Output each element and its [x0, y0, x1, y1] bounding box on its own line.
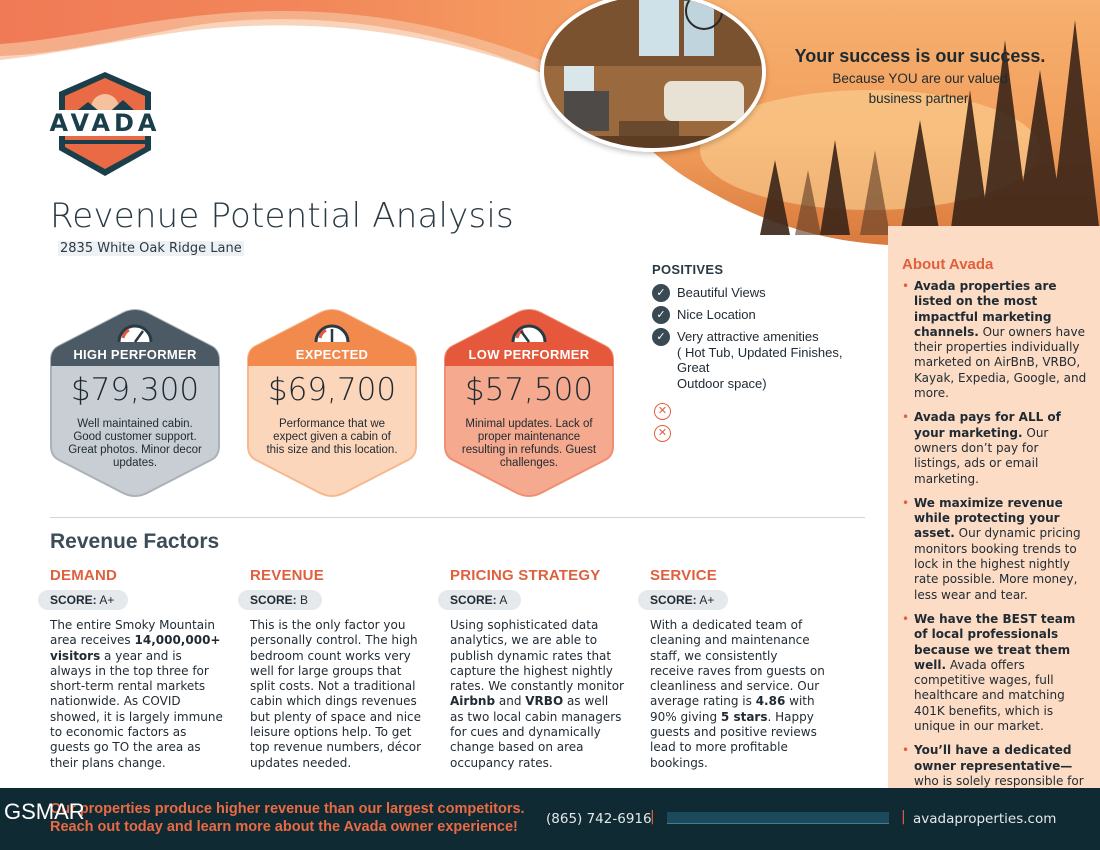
factor-demand	[50, 567, 225, 771]
positives-title: POSITIVES	[652, 262, 724, 277]
score-badge: SCORE: A	[438, 590, 521, 610]
footer	[0, 788, 1100, 850]
positive-text: ( Hot Tub, Updated Finishes, Great	[677, 344, 843, 375]
property-address: 2835 White Oak Ridge Lane	[60, 241, 242, 256]
about-avada-panel	[888, 226, 1100, 788]
score-badge: SCORE: B	[238, 590, 322, 610]
gauge-icon	[312, 320, 352, 344]
high-performer-card	[49, 308, 221, 498]
factor-name: SERVICE	[650, 567, 717, 584]
about-item: • We have the BEST team of local professionals because we treat them well. Avada offers competitive wages, full healthcare and matching 401K benefits, which is unique in our market.	[902, 612, 1088, 734]
about-list	[902, 279, 1088, 805]
footer-cta-line1: Our properties produce higher revenue than our largest competitors.	[50, 801, 525, 817]
performer-value: $79,300	[70, 372, 200, 408]
factor-pricing-strategy	[450, 567, 625, 771]
x-circle-icon: ✕	[654, 425, 671, 442]
factor-name: REVENUE	[250, 567, 324, 584]
website-link[interactable]: avadaproperties.com	[913, 811, 1057, 827]
positive-text-multiline	[677, 329, 877, 391]
separator: |	[650, 809, 655, 825]
score-badge: SCORE: A+	[638, 590, 728, 610]
factor-body: This is the only factor you personally control. The high bedroom count works very well for large groups that split costs. Not a traditional cabin which dings revenues but plenty of space and nice leisure options help. To get top revenue numbers, décor updates needed.	[250, 618, 422, 770]
positive-item	[652, 307, 756, 324]
performer-value: $69,700	[267, 372, 397, 408]
performer-label: LOW PERFORMER	[468, 347, 590, 362]
slogan-line2: business partner.	[868, 91, 972, 106]
logo-text: AVADA	[43, 110, 167, 136]
slogan-line1: Because YOU are our valued	[832, 71, 1008, 86]
phone-number[interactable]: (865) 742-6916	[546, 811, 652, 827]
low-performer-card	[443, 308, 615, 498]
performer-value: $57,500	[464, 372, 594, 408]
footer-cta-line2: Reach out today and learn more about the Avada owner experience!	[50, 819, 518, 835]
gauge-icon	[509, 320, 549, 344]
factor-body: The entire Smoky Mountain area receives 14,000,000+ visitors a year and is always in the top three for short-term rental markets nationwide. As COVID showed, it is largely immune to economic factors as guests go TO the area as their plans change.	[50, 618, 223, 770]
slogan-headline: Your success is our success.	[794, 46, 1046, 66]
x-circle-icon: ✕	[654, 403, 671, 420]
email-link-redacted[interactable]	[667, 812, 889, 824]
performer-description: Well maintained cabin. Good customer support. Great photos. Minor decor updates.	[68, 418, 202, 469]
factor-body: With a dedicated team of cleaning and maintenance staff, we consistently receive raves from guests on cleanliness and service. Our average rating is 4.86 with 90% giving 5 stars. Happy guests and positive reviews lead to more profitable bookings.	[650, 618, 825, 770]
factor-name: DEMAND	[50, 567, 118, 584]
positive-item	[652, 329, 877, 391]
performer-description: Minimal updates. Lack of proper maintenance resulting in refunds. Guest challenges.	[461, 418, 597, 469]
separator: |	[901, 809, 906, 825]
check-icon: ✓	[652, 328, 670, 346]
page-title: Revenue Potential Analysis	[50, 196, 514, 236]
divider	[50, 517, 865, 518]
about-item: • You’ll have a dedicated owner representative— who is solely responsible for	[902, 743, 1088, 804]
about-item: • We maximize revenue while protecting your asset. Our dynamic pricing monitors booking trends to lock in the highest nightly rate possible. More money, less wear and tear.	[902, 496, 1088, 603]
check-icon: ✓	[652, 284, 670, 302]
factor-name: PRICING STRATEGY	[450, 567, 601, 584]
factor-revenue	[250, 567, 425, 771]
positive-item	[652, 285, 766, 302]
about-item: • Avada properties are listed on the most impactful marketing channels. Our owners have their properties individually marketed on AirBnB, VRBO, Kayak, Expedia, Google, and more.	[902, 279, 1088, 401]
gauge-icon	[115, 320, 155, 344]
factor-body: Using sophisticated data analytics, we are able to publish dynamic rates that capture the highest nightly rates. We constantly monitor Airbnb and VRBO as well as two local cabin managers for cues and dynamically change based on area occupancy rates.	[450, 618, 624, 770]
about-item: • Avada pays for ALL of your marketing. Our owners don’t pay for listings, ads or email marketing.	[902, 410, 1088, 486]
watermark: GSMAR	[4, 799, 85, 824]
performer-description: Performance that we expect given a cabin of this size and this location.	[266, 418, 398, 456]
positive-text: Very attractive amenities	[677, 329, 819, 344]
revenue-factors-title: Revenue Factors	[50, 530, 220, 553]
footer-cta	[50, 800, 525, 836]
score-badge: SCORE: A+	[38, 590, 128, 610]
check-icon: ✓	[652, 306, 670, 324]
positive-text: Beautiful Views	[677, 285, 766, 300]
performer-label: HIGH PERFORMER	[73, 347, 197, 362]
slogan	[780, 46, 1060, 107]
about-title: About Avada	[902, 256, 994, 273]
positive-text: Nice Location	[677, 307, 756, 322]
factor-service	[650, 567, 825, 771]
expected-card	[246, 308, 418, 498]
avada-logo	[43, 70, 167, 180]
performer-label: EXPECTED	[295, 347, 369, 362]
positive-text: Outdoor space)	[677, 375, 767, 391]
